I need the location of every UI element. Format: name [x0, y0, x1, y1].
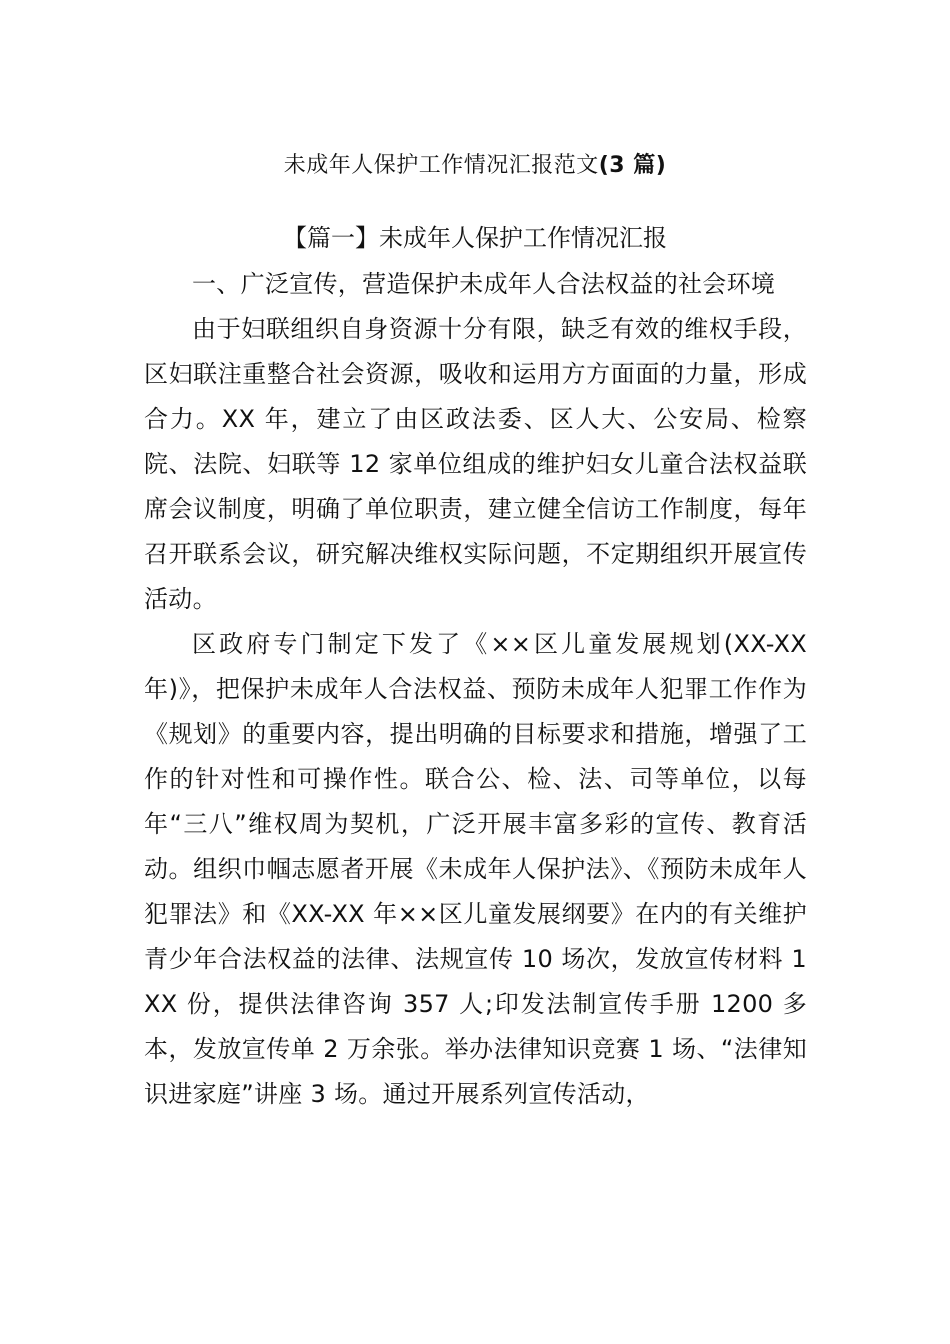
- document-title: [0, 148, 950, 184]
- document-title-main: 未成年人保护工作情况汇报范文: [283, 153, 599, 178]
- section-heading-paragraph: 一、广泛宣传，营造保护未成年人合法权益的社会环境: [192, 270, 776, 298]
- document-title-suffix: (3 篇): [598, 153, 667, 178]
- body-paragraph: 由于妇联组织自身资源十分有限，缺乏有效的维权手段，区妇联注重整合社会资源，吸收和运用方方面面的力量，形成合力。XX 年，建立了由区政法委、区人大、公安局、检察院、法院、妇联等 12 家单位组成的维护妇女儿童合法权益联席会议制度，明确了单位职责，建立健全信访工作制度，每年召开联系会议，研究解决维权实际问题，不定期组织开展宣传活动。: [144, 315, 807, 613]
- chapter-title: 【篇一】未成年人保护工作情况汇报: [283, 224, 667, 252]
- document-body: [144, 262, 807, 1117]
- body-paragraph: 区政府专门制定下发了《××区儿童发展规划(XX-XX年)》，把保护未成年人合法权益、预防未成年人犯罪工作作为《规划》的重要内容，提出明确的目标要求和措施，增强了工作的针对性和可操作性。联合公、检、法、司等单位，以每年“三八”维权周为契机，广泛开展丰富多彩的宣传、教育活动。组织巾帼志愿者开展《未成年人保护法》、《预防未成年人犯罪法》和《XX-XX 年××区儿童发展纲要》在内的有关维护青少年合法权益的法律、法规宣传 10 场次，发放宣传材料 1XX 份，提供法律咨询 357 人;印发法制宣传手册 1200 多本，发放宣传单 2 万余张。举办法律知识竞赛 1 场、“法律知识进家庭”讲座 3 场。通过开展系列宣传活动，: [144, 630, 807, 1108]
